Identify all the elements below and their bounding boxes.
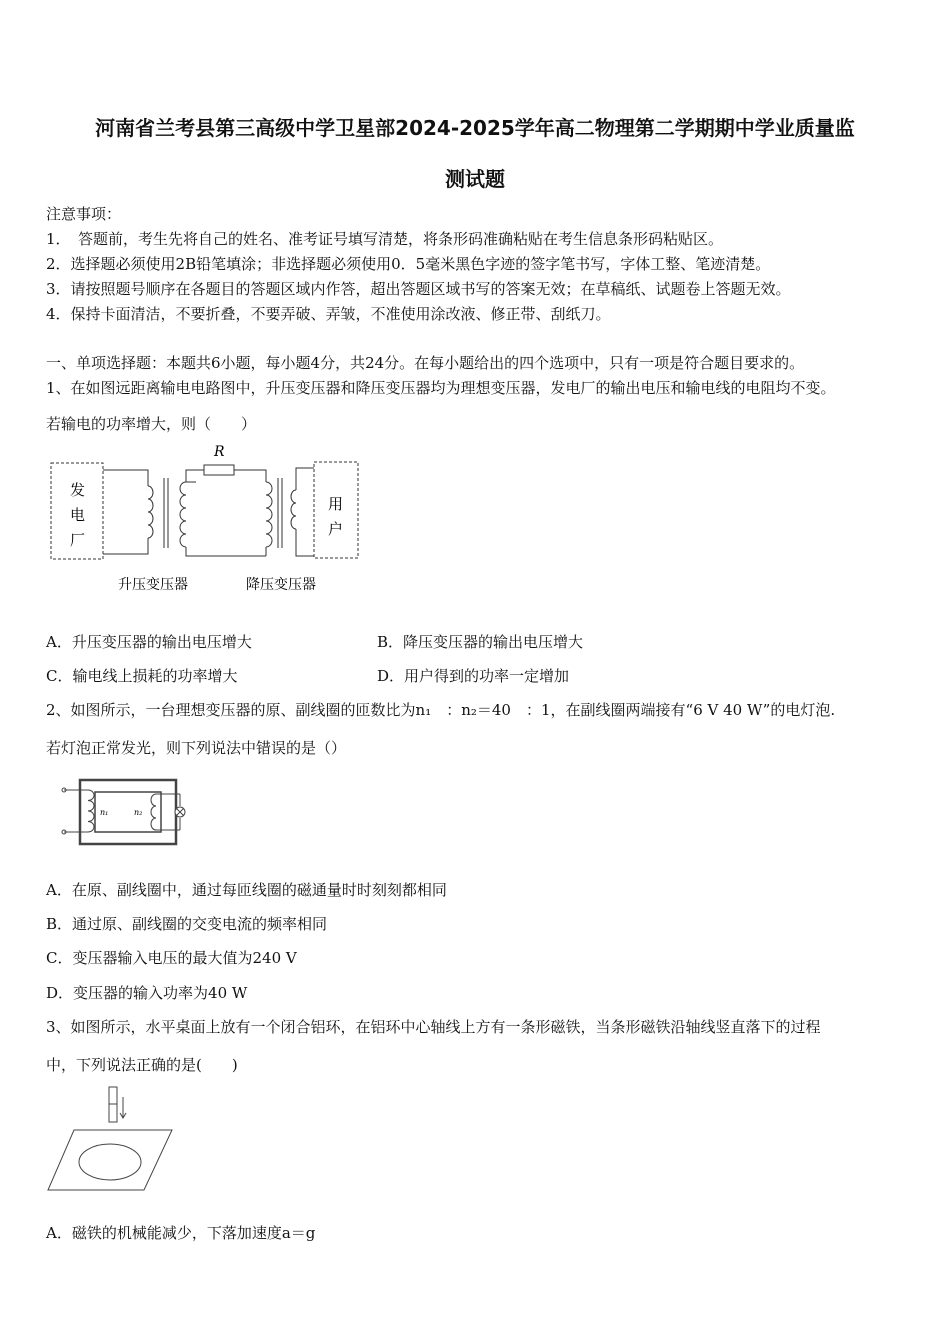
plant-label-char: 电 — [70, 506, 86, 524]
n1-label: n₁ — [100, 808, 109, 817]
q2-option-b: B．通过原、副线圈的交变电流的频率相同 — [46, 915, 328, 933]
question-1-line2: 若输电的功率增大，则（ ） — [46, 415, 257, 433]
step-down-label: 降压变压器 — [246, 577, 316, 593]
exam-title-line1: 河南省兰考县第三高级中学卫星部2024-2025学年高二物理第二学期期中学业质量监 — [95, 116, 855, 140]
question-2-line2: 若灯泡正常发光，则下列说法中错误的是（） — [46, 739, 347, 757]
resistor-label: R — [214, 444, 225, 460]
notice-item: 4．保持卡面清洁，不要折叠，不要弄破、弄皱，不准使用涂改液、修正带、刮纸刀。 — [46, 305, 611, 323]
n2-label: n₂ — [134, 808, 143, 817]
q1-option-b: B．降压变压器的输出电压增大 — [377, 633, 584, 651]
question-1-line1: 1、在如图远距离输电电路图中，升压变压器和降压变压器均为理想变压器，发电厂的输出电压和输电线的电阻均不变。 — [46, 379, 836, 397]
user-label-char: 用 — [328, 495, 344, 513]
plant-label-char: 发 — [70, 481, 86, 499]
exam-title-line2: 测试题 — [445, 167, 505, 191]
notice-item: 1． 答题前，考生先将自己的姓名、准考证号填写清楚，将条形码准确粘贴在考生信息条形码粘贴区。 — [46, 230, 724, 248]
q1-option-d: D．用户得到的功率一定增加 — [377, 667, 570, 685]
table-surface — [48, 1130, 172, 1190]
step-up-label: 升压变压器 — [118, 577, 188, 593]
transformer-diagram — [58, 772, 198, 852]
question-3-line1: 3、如图所示，水平桌面上放有一个闭合铝环，在铝环中心轴线上方有一条形磁铁，当条形磁铁沿轴线竖直落下的过程 — [46, 1018, 821, 1036]
q2-option-a: A．在原、副线圈中，通过每匝线圈的磁通量时时刻刻都相同 — [46, 881, 447, 899]
q2-option-d: D．变压器的输入功率为40 W — [46, 984, 248, 1002]
q3-option-a: A．磁铁的机械能减少，下落加速度a＝g — [46, 1224, 316, 1242]
question-2-line1: 2、如图所示，一台理想变压器的原、副线圈的匝数比为n₁ ：n₂＝40 ：1，在副线圈两端接有“6 V 40 W”的电灯泡. — [46, 701, 836, 719]
power-transmission-diagram — [46, 438, 366, 598]
q1-option-c: C．输电线上损耗的功率增大 — [46, 667, 238, 685]
question-3-line2: 中，下列说法正确的是( ) — [46, 1056, 238, 1074]
aluminum-ring-icon — [79, 1144, 141, 1180]
notice-heading: 注意事项： — [46, 205, 122, 223]
section-heading: 一、单项选择题：本题共6小题，每小题4分，共24分。在每小题给出的四个选项中，只有一项是符合题目要求的。 — [46, 354, 805, 372]
user-label-char: 户 — [328, 520, 344, 538]
notice-item: 2．选择题必须使用2B铅笔填涂；非选择题必须使用0．5毫米黑色字迹的签字笔书写，字体工整、笔迹清楚。 — [46, 255, 771, 273]
notice-item: 3．请按照题号顺序在各题目的答题区域内作答，超出答题区域书写的答案无效；在草稿纸、试题卷上答题无效。 — [46, 280, 791, 298]
q1-option-a: A．升压变压器的输出电压增大 — [46, 633, 252, 651]
q2-option-c: C．变压器输入电压的最大值为240 V — [46, 949, 297, 967]
magnet-ring-diagram — [44, 1082, 184, 1194]
plant-label-char: 厂 — [70, 531, 86, 549]
